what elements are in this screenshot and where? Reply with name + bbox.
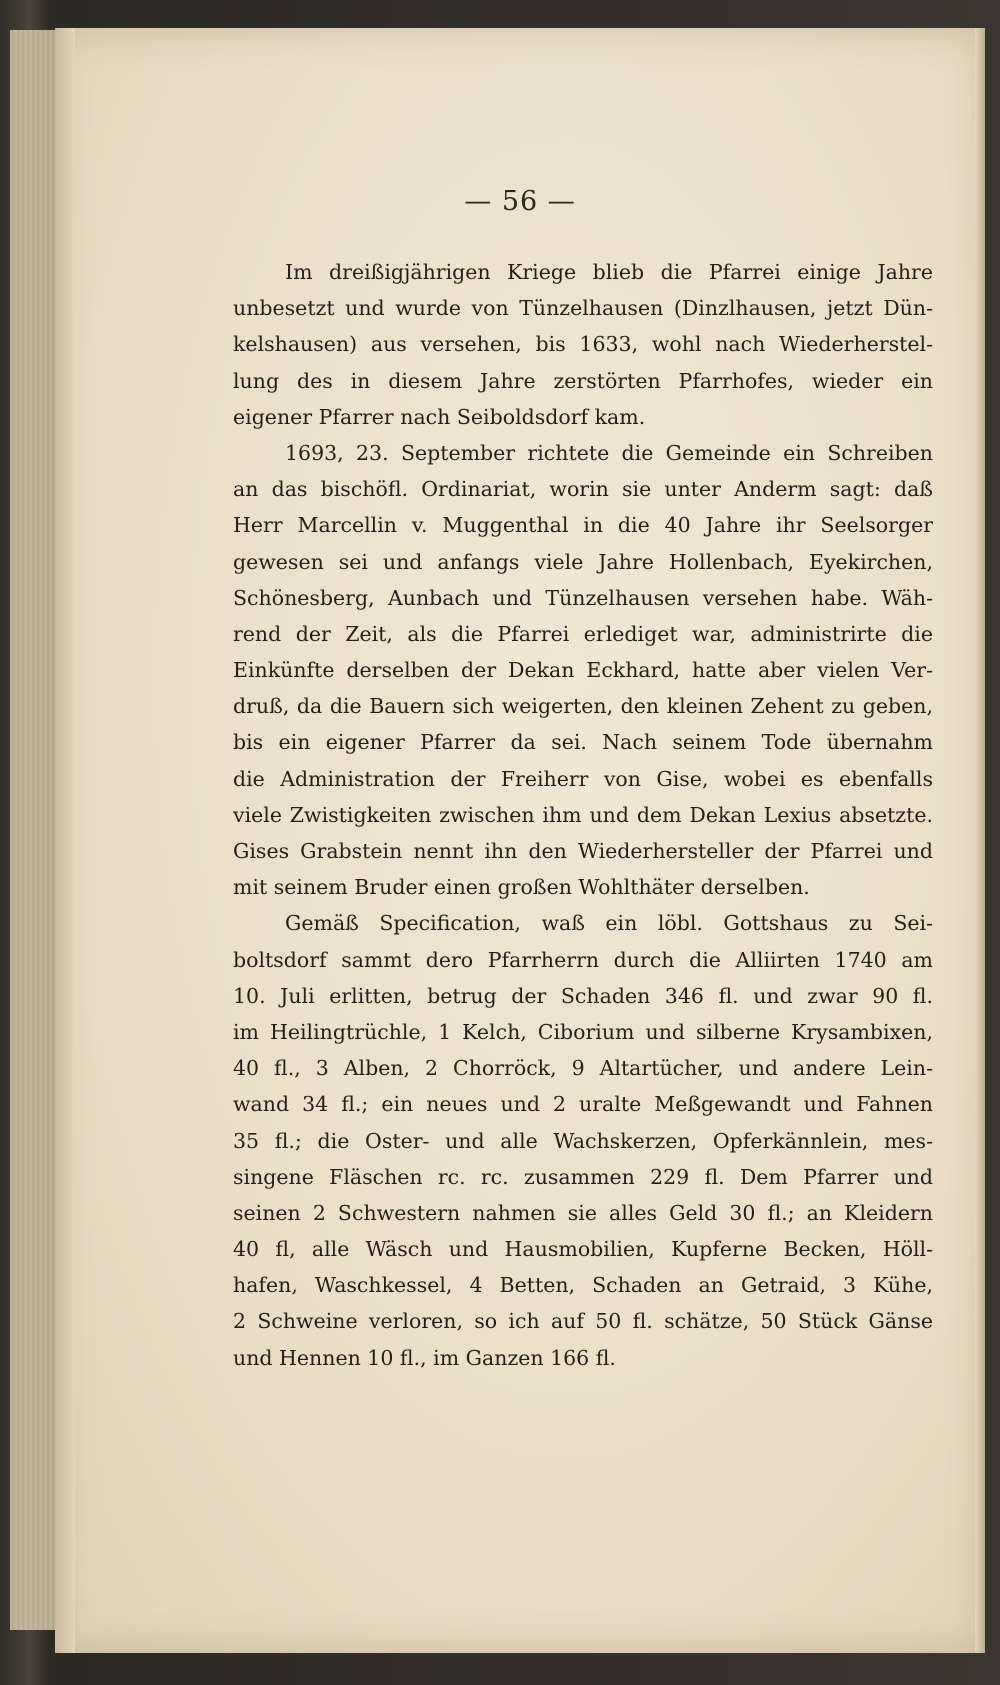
text-line: im Heilingtrüchle, 1 Kelch, Ciborium und silberne Krysambixen,: [233, 1019, 933, 1044]
book-page-edges: [10, 30, 55, 1630]
page-spine-shadow: [55, 28, 75, 1653]
page-number: — 56 —: [464, 186, 576, 217]
text-line: an das bischöfl. Ordinariat, worin sie unter Anderm sagt: daß: [233, 477, 933, 502]
text-line: bis ein eigener Pfarrer da sei. Nach seinem Tode übernahm: [233, 730, 933, 755]
text-line: hafen, Waschkessel, 4 Betten, Schaden an Getraid, 3 Kühe,: [233, 1273, 933, 1298]
text-line: Herr Marcellin v. Muggenthal in die 40 Jahre ihr Seelsorger: [233, 513, 933, 538]
text-line: Einkünfte derselben der Dekan Eckhard, hatte aber vielen Ver-: [233, 658, 933, 683]
text-line: singene Fläschen rc. rc. zusammen 229 fl. Dem Pfarrer und: [233, 1164, 933, 1189]
text-line: druß, da die Bauern sich weigerten, den kleinen Zehent zu geben,: [233, 694, 933, 719]
text-line: seinen 2 Schwestern nahmen sie alles Geld 30 fl.; an Kleidern: [233, 1200, 933, 1225]
page-right-edge: [975, 28, 985, 1653]
text-line: und Hennen 10 fl., im Ganzen 166 fl.: [233, 1345, 616, 1370]
text-line: Im dreißigjährigen Kriege blieb die Pfarrei einige Jahre: [285, 260, 933, 284]
text-line: boltsdorf sammt dero Pfarrherrn durch die Alliirten 1740 am: [233, 947, 933, 972]
text-line: 1693, 23. September richtete die Gemeinde ein Schreiben: [285, 440, 933, 465]
text-line: 35 fl.; die Oster- und alle Wachskerzen, Opferkännlein, mes-: [233, 1128, 933, 1153]
text-line: unbesetzt und wurde von Tünzelhausen (Dinzlhausen, jetzt Dün-: [233, 296, 933, 321]
text-line: Schönesberg, Aunbach und Tünzelhausen versehen habe. Wäh-: [233, 585, 933, 610]
text-line: rend der Zeit, als die Pfarrei erlediget war, administrirte die: [233, 621, 933, 646]
text-line: gewesen sei und anfangs viele Jahre Hollenbach, Eyekirchen,: [233, 549, 933, 574]
text-line: 40 fl, alle Wäsch und Hausmobilien, Kupferne Becken, Höll-: [233, 1237, 933, 1262]
text-line: viele Zwistigkeiten zwischen ihm und dem Dekan Lexius absetzte.: [233, 802, 933, 827]
text-line: Gemäß Specification, waß ein löbl. Gottshaus zu Sei-: [285, 911, 933, 936]
text-line: die Administration der Freiherr von Gise, wobei es ebenfalls: [233, 766, 933, 791]
text-line: 40 fl., 3 Alben, 2 Chorröck, 9 Altartücher, und andere Lein-: [233, 1056, 933, 1081]
text-line: lung des in diesem Jahre zerstörten Pfarrhofes, wieder ein: [233, 368, 933, 393]
text-line: kelshausen) aus versehen, bis 1633, wohl nach Wiederherstel-: [233, 332, 933, 357]
text-line: 10. Juli erlitten, betrug der Schaden 346 fl. und zwar 90 fl.: [233, 983, 933, 1008]
book-page: [55, 28, 985, 1653]
text-line: 2 Schweine verloren, so ich auf 50 fl. schätze, 50 Stück Gänse: [233, 1309, 933, 1334]
text-line: mit seinem Bruder einen großen Wohlthäter derselben.: [233, 875, 810, 900]
text-line: Gises Grabstein nennt ihn den Wiederhersteller der Pfarrei und: [233, 839, 933, 863]
text-line: eigener Pfarrer nach Seiboldsdorf kam.: [233, 404, 646, 429]
text-line: wand 34 fl.; ein neues und 2 uralte Meßgewandt und Fahnen: [233, 1092, 933, 1117]
body-text: [233, 254, 933, 1376]
